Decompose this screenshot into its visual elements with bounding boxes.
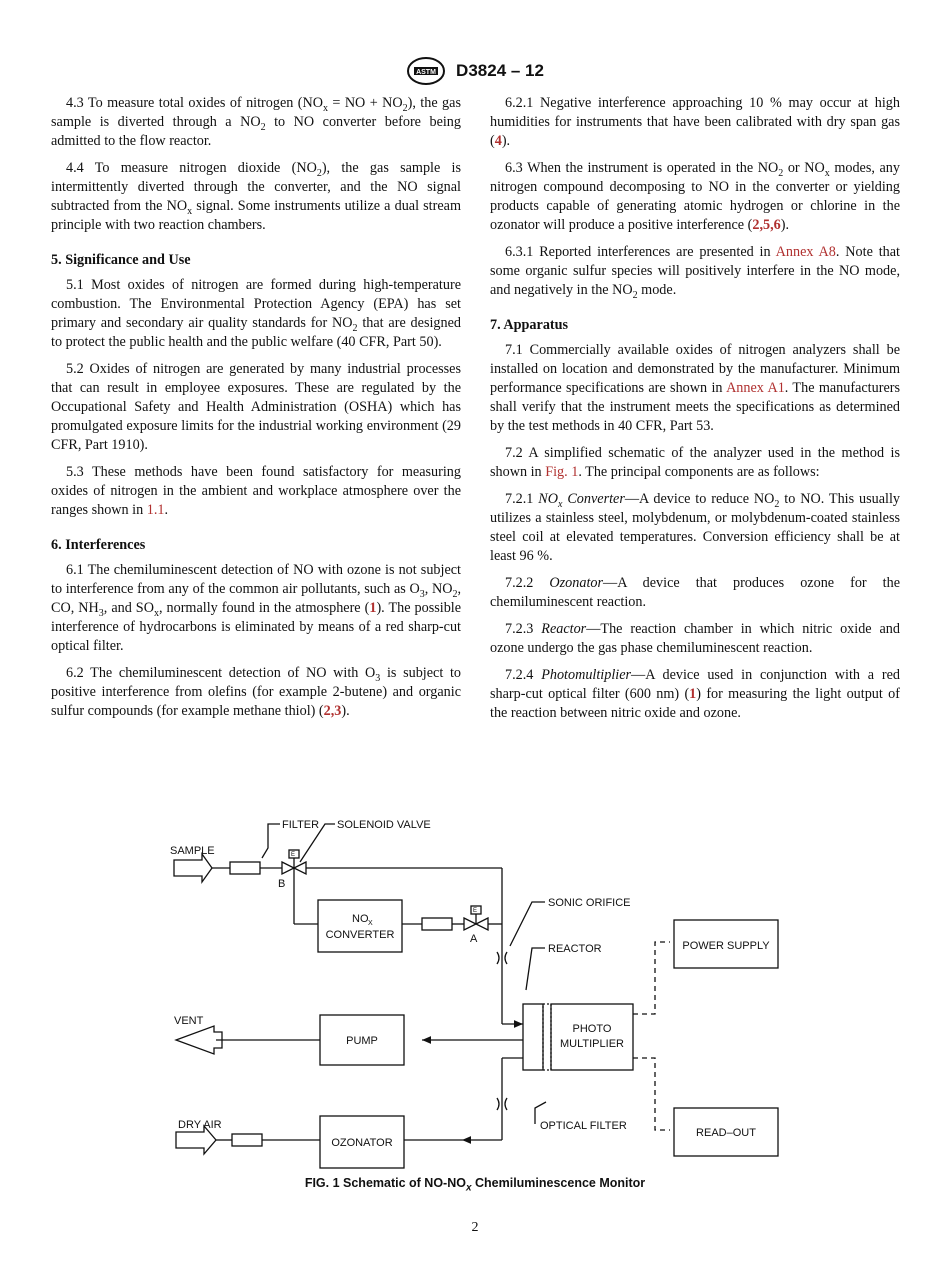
paragraph-6-2-1: 6.2.1 Negative interference approaching 10 % may occur at high humidities for instruments that have been calibrated with dry span gas (4).: [490, 95, 900, 149]
svg-text:SONIC ORIFICE: SONIC ORIFICE: [548, 897, 631, 909]
filter-box: [230, 862, 260, 874]
paragraph-7-2-1: 7.2.1 $NO_x$ Converter—A device to reduce $NO_2$ to NO. This usually utilizes a stainless steel, molybdenum, or molybdenum-coated stainless steel coil at elevated temperatures. Conversion efficiency shall be at least 96 %.: [490, 491, 900, 564]
optical-filter: [543, 1004, 551, 1070]
svg-text:X: X: [368, 920, 373, 927]
svg-text:B: B: [278, 878, 286, 890]
svg-text:ASTM: ASTM: [416, 69, 436, 76]
reference-link[interactable]: 2,3: [323, 703, 342, 719]
paragraph-7-1: 7.1 Commercially available oxides of nitrogen analyzers shall be installed on location and demonstrated by the manufacturer. Minimum performance specifications are shown in Annex A1. The manufacturers shall verify that the instrument meets the specifications as determined by the test methods in 40 CFR, Part 53.: [490, 342, 900, 434]
svg-text:OPTICAL FILTER: OPTICAL FILTER: [540, 1120, 627, 1132]
reference-link[interactable]: 1: [689, 686, 697, 702]
svg-text:POWER SUPPLY: POWER SUPPLY: [682, 940, 770, 952]
svg-text:VENT: VENT: [174, 1015, 204, 1027]
svg-text:READ–OUT: READ–OUT: [696, 1127, 756, 1139]
paragraph-7-2-4: 7.2.4 Photomultiplier—A device used in conjunction with a red sharp-cut optical filter (600 nm) (1) for measuring the light output of the reaction between nitric oxide and ozone.: [490, 667, 900, 721]
paragraph-6-3-1: 6.3.1 Reported interferences are presented in Annex A8. Note that some organic sulfur species will positively interfere in the NO mode, and negatively in the $NO_2$ mode.: [490, 244, 900, 301]
reactor-box: [523, 1004, 543, 1070]
annex-a1-link[interactable]: Annex A1: [726, 380, 785, 396]
svg-text:A: A: [470, 933, 478, 945]
svg-text:MULTIPLIER: MULTIPLIER: [560, 1038, 624, 1050]
svg-text:DRY AIR: DRY AIR: [178, 1119, 222, 1131]
paragraph-5-3: 5.3 These methods have been found satisfactory for measuring oxides of nitrogen in the ambient and workplace atmosphere over the ranges shown in 1.1.: [51, 464, 461, 518]
paragraph-5-1: 5.1 Most oxides of nitrogen are formed during high-temperature combustion. The Environmental Protection Agency (EPA) has set primary and secondary air quality standards for $NO_2$ that are designed to protect the public health and the public welfare (40 CFR, Part 50).: [51, 277, 461, 350]
svg-text:PUMP: PUMP: [346, 1035, 378, 1047]
reference-link[interactable]: 1: [369, 600, 377, 616]
svg-text:E: E: [473, 908, 478, 914]
paragraph-6-1: 6.1 The chemiluminescent detection of NO with ozone is not subject to interference from any of the common air pollutants, such as $O_3$, $NO_2$, CO, $NH_3$, and $SO_x$, normally found in the atmosphere (1). The possible interference of hydrocarbons is eliminated by means of a red sharp-cut optical filter.: [51, 562, 462, 654]
paragraph-6-2: 6.2 The chemiluminescent detection of NO with $O_3$ is subject to positive interference from olefins (for example 2-butene) and organic sulfur compounds (for example methane thiol) (2,3).: [51, 665, 462, 719]
sample-inlet-arrow: [174, 854, 212, 882]
paragraph-5-2: 5.2 Oxides of nitrogen are generated by many industrial processes that can result in employee exposures. These are regulated by the Occupational Safety and Health Administration (OSHA) which has promulgated exposure limits for the industrial working environment (29 CFR, Part 1910).: [51, 361, 461, 453]
svg-text:SAMPLE: SAMPLE: [170, 845, 215, 857]
page-number: 2: [471, 1220, 479, 1235]
left-column: [51, 94, 461, 729]
figure-caption: FIG. 1 Schematic of $NO-NO_x$ Chemiluminescence Monitor: [304, 1176, 646, 1194]
svg-text:FILTER: FILTER: [282, 819, 320, 831]
svg-text:NO: NO: [352, 913, 369, 925]
paragraph-7-2: 7.2 A simplified schematic of the analyzer used in the method is shown in Fig. 1. The principal components are as follows:: [490, 445, 900, 480]
paragraph-7-2-2: 7.2.2 Ozonator—A device that produces ozone for the chemiluminescent reaction.: [490, 575, 900, 610]
photomultiplier-box: [551, 1004, 633, 1070]
vent-arrow: [176, 1026, 222, 1054]
annex-a8-link[interactable]: Annex A8: [775, 244, 836, 260]
section-link-1-1[interactable]: 1.1: [146, 502, 165, 518]
schematic-diagram: [160, 812, 800, 1182]
filter-box-3: [232, 1134, 262, 1146]
reference-link[interactable]: 2,5,6: [752, 217, 781, 233]
filter-box-2: [422, 918, 452, 930]
document-number: D3824 – 12: [456, 61, 544, 80]
svg-text:E: E: [291, 852, 296, 858]
nox-converter-box: [318, 900, 402, 952]
svg-text:REACTOR: REACTOR: [548, 943, 602, 955]
astm-logo-icon: [406, 56, 446, 86]
paragraph-6-3: 6.3 When the instrument is operated in the $NO_2$ or $NO_x$ modes, any nitrogen compound decomposing to NO in the converter or yielding products capable of generating atomic hydrogen or chlorine in the ozonator will produce a positive interference (2,5,6).: [490, 160, 900, 233]
figure-1-link[interactable]: Fig. 1: [545, 464, 579, 480]
paragraph-7-2-3: 7.2.3 Reactor—The reaction chamber in which nitric oxide and ozone undergo the gas phase chemiluminescent reaction.: [490, 621, 900, 656]
section-5-heading: 5. Significance and Use: [51, 252, 191, 268]
svg-text:OZONATOR: OZONATOR: [331, 1137, 393, 1149]
paragraph-4-4: 4.4 To measure nitrogen dioxide $(NO_2)$, the gas sample is intermittently diverted through the converter, and the NO signal subtracted from the $NO_x$ signal. Some instruments utilize a dual stream principle with two reaction chambers.: [51, 160, 461, 233]
svg-text:SOLENOID VALVE: SOLENOID VALVE: [337, 819, 431, 831]
page-header: [0, 56, 950, 86]
section-7-heading: 7. Apparatus: [490, 317, 569, 333]
svg-text:PHOTO: PHOTO: [572, 1023, 612, 1035]
reference-link[interactable]: 4: [494, 133, 502, 149]
svg-text:CONVERTER: CONVERTER: [325, 929, 395, 941]
right-column: [490, 94, 900, 731]
section-6-heading: 6. Interferences: [51, 537, 146, 553]
paragraph-4-3: 4.3 To measure total oxides of nitrogen ($NO_x$ = NO + $NO_2$), the gas sample is diverted through a $NO_2$ to NO converter before being admitted to the flow reactor.: [51, 95, 461, 149]
